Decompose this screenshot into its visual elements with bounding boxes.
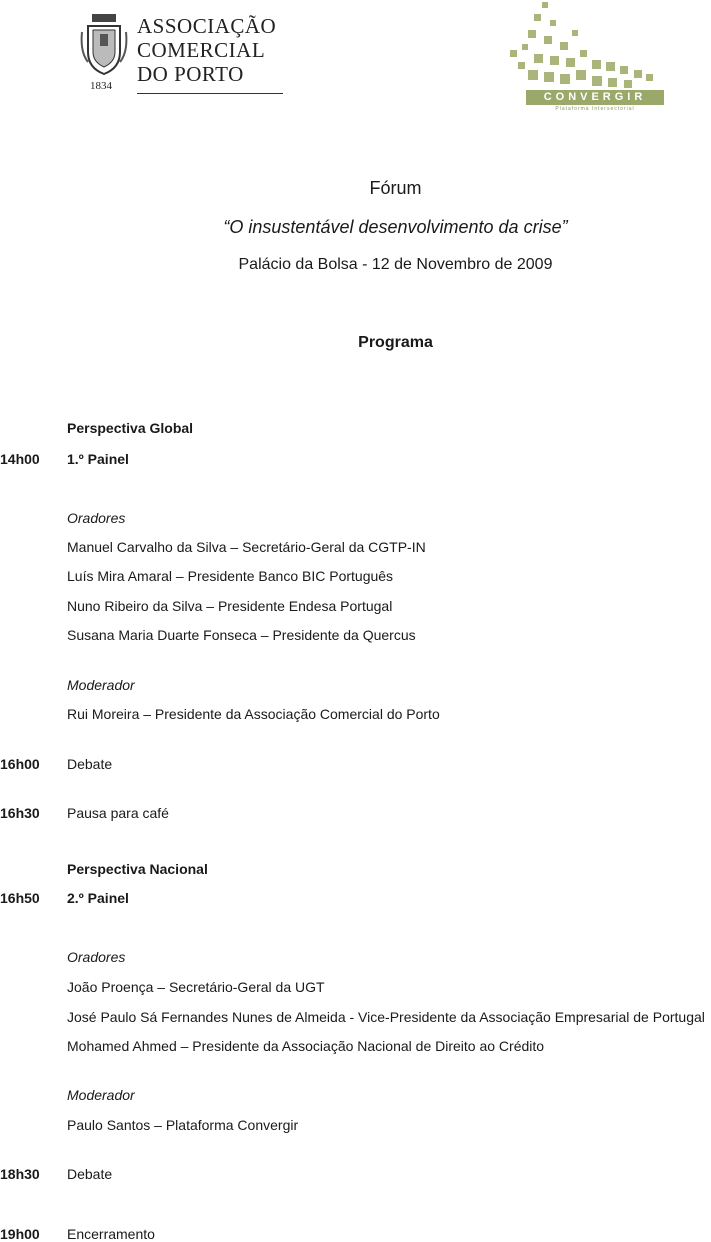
acp-name-line1: ASSOCIAÇÃO [137, 14, 277, 38]
convergir-wordmark: CONVERGIR [543, 91, 647, 103]
page-subtitle: “O insustentável desenvolvimento da crise” [223, 217, 568, 237]
page-title: Fórum [369, 178, 422, 198]
time-1650: 16h50 [0, 890, 40, 906]
speakers-label-2: Oradores [67, 949, 126, 965]
program-heading: Programa [358, 334, 433, 351]
time-1830: 18h30 [0, 1166, 40, 1182]
acp-name-line3: DO PORTO [137, 62, 244, 86]
time-1630: 16h30 [0, 805, 40, 821]
acp-logo [80, 12, 290, 98]
coat-of-arms-icon [80, 12, 128, 78]
moderator-item-2: Paulo Santos – Plataforma Convergir [67, 1117, 299, 1133]
debate-item-2: Debate [67, 1166, 113, 1182]
scattered-squares-icon [500, 0, 670, 92]
speakers-label-1: Oradores [67, 510, 126, 526]
speaker-item: Nuno Ribeiro da Silva – Presidente Endesa Portugal [67, 598, 393, 614]
section-heading-global: Perspectiva Global [67, 420, 194, 436]
speaker-item: Luís Mira Amaral – Presidente Banco BIC Português [67, 568, 394, 584]
acp-year: 1834 [90, 80, 112, 92]
moderator-item-1: Rui Moreira – Presidente da Associação Comercial do Porto [67, 706, 440, 722]
panel-2-label: 2.º Painel [67, 890, 129, 906]
coffee-break-item: Pausa para café [67, 805, 169, 821]
time-1600: 16h00 [0, 756, 40, 772]
time-1900: 19h00 [0, 1226, 40, 1242]
moderator-label-1: Moderador [67, 677, 135, 693]
speaker-item: José Paulo Sá Fernandes Nunes de Almeida - Vice-Presidente da Associação Empresarial de Portugal [67, 1009, 705, 1025]
time-1400: 14h00 [0, 451, 40, 467]
speaker-item: Susana Maria Duarte Fonseca – Presidente da Quercus [67, 627, 416, 643]
debate-item-1: Debate [67, 756, 113, 772]
acp-rule [137, 93, 283, 94]
section-heading-national: Perspectiva Nacional [67, 861, 208, 877]
place-date: Palácio da Bolsa - 12 de Novembro de 2009 [238, 256, 553, 273]
convergir-logo [500, 0, 670, 118]
convergir-tagline: Plataforma Intersectorial [555, 106, 635, 112]
speaker-item: Mohamed Ahmed – Presidente da Associação Nacional de Direito ao Crédito [67, 1038, 545, 1054]
panel-1-label: 1.º Painel [67, 451, 129, 467]
acp-name-line2: COMERCIAL [137, 38, 266, 62]
moderator-label-2: Moderador [67, 1087, 135, 1103]
speaker-item: Manuel Carvalho da Silva – Secretário-Geral da CGTP-IN [67, 539, 426, 555]
speaker-item: João Proença – Secretário-Geral da UGT [67, 979, 325, 995]
closing-item: Encerramento [67, 1226, 155, 1242]
